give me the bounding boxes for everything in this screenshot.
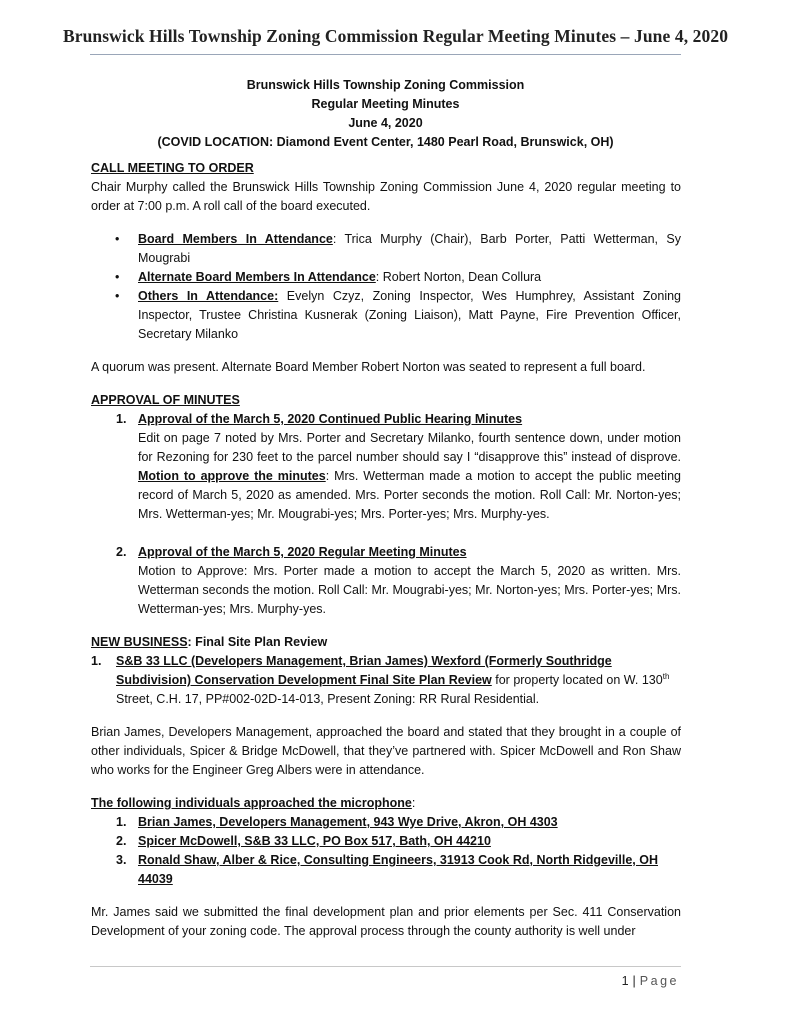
header-divider bbox=[90, 54, 681, 55]
speaker-text: Brian James, Developers Management, 943 Wye Drive, Akron, OH 4303 bbox=[138, 815, 558, 829]
footer-separator: | bbox=[632, 974, 636, 988]
footer-divider bbox=[90, 966, 681, 967]
approval-item-1 bbox=[116, 410, 681, 524]
approval-item-body bbox=[138, 429, 681, 524]
attendance-alternates bbox=[115, 268, 681, 287]
new-business-item-1 bbox=[91, 652, 681, 709]
attendance-text: : Robert Norton, Dean Collura bbox=[375, 270, 542, 284]
title-line-1: Brunswick Hills Township Zoning Commission bbox=[246, 78, 525, 92]
speaker-item bbox=[116, 832, 681, 851]
approval-items bbox=[91, 410, 681, 619]
speaker-item bbox=[116, 851, 681, 889]
bullet-icon: • bbox=[115, 289, 120, 303]
bullet-icon: • bbox=[115, 270, 120, 284]
item-number: 3. bbox=[116, 853, 127, 867]
new-business-item-text-cont: Street, C.H. 17, PP#002-02D-14-013, Present Zoning: RR Rural Residential. bbox=[116, 692, 540, 706]
attendance-label: Board Members In Attendance bbox=[138, 232, 333, 246]
speaker-list bbox=[91, 813, 681, 889]
page-word: Page bbox=[639, 974, 679, 988]
speaker-text: Ronald Shaw, Alber & Rice, Consulting Engineers, 31913 Cook Rd, North Ridgeville, OH 44039 bbox=[138, 853, 658, 886]
new-business-subtitle: : Final Site Plan Review bbox=[187, 635, 328, 649]
item-number: 2. bbox=[116, 834, 127, 848]
ordinal-suffix: th bbox=[662, 671, 670, 681]
approval-of-minutes-heading: APPROVAL OF MINUTES bbox=[91, 393, 240, 407]
title-block bbox=[90, 76, 681, 152]
approval-item-text: Edit on page 7 noted by Mrs. Porter and Secretary Milanko, fourth sentence down, under motion for Rezoning for 230 feet to the parcel number should say I “disapprove this” instead of disprove. bbox=[138, 431, 681, 464]
new-business-item-title: S&B 33 LLC (Developers Management, Brian James) Wexford (Formerly Southridge Subdivision) Conservation Development Final Site Plan Review bbox=[116, 654, 612, 687]
title-line-2: Regular Meeting Minutes bbox=[311, 97, 460, 111]
new-business-label: NEW BUSINESS bbox=[91, 635, 188, 649]
title-line-4: (COVID LOCATION: Diamond Event Center, 1480 Pearl Road, Brunswick, OH) bbox=[157, 135, 614, 149]
attendance-list bbox=[91, 230, 681, 344]
running-header: Brunswick Hills Township Zoning Commission Regular Meeting Minutes – June 4, 2020 bbox=[62, 26, 729, 46]
call-to-order-heading: CALL MEETING TO ORDER bbox=[91, 161, 254, 175]
item-number: 1. bbox=[91, 654, 102, 668]
approval-item-title: Approval of the March 5, 2020 Continued Public Hearing Minutes bbox=[138, 412, 523, 426]
closing-paragraph: Mr. James said we submitted the final development plan and prior elements per Sec. 411 Conservation Development of your zoning code. The approval process through the county authority is well under bbox=[91, 905, 681, 938]
microphone-heading-colon: : bbox=[411, 796, 416, 810]
approval-item-body: Motion to Approve: Mrs. Porter made a motion to accept the March 5, 2020 as written. Mrs. Wetterman seconds the motion. Roll Call: Mr. Mougrabi-yes; Mr. Norton-yes; Mrs. Porter-yes; Mrs. Wetterman-yes; Mrs. Murphy-yes. bbox=[138, 564, 681, 616]
motion-label: Motion to approve the minutes bbox=[138, 469, 326, 483]
title-line-3: June 4, 2020 bbox=[348, 116, 423, 130]
intro-paragraph: Brian James, Developers Management, approached the board and stated that they brought in a couple of other individuals, Spicer & Bridge McDowell, that they’ve partnered with. Spicer McDowell and Ron Shaw who works for the Engineer Greg Albers were in attendance. bbox=[91, 725, 681, 777]
new-business-item-text: for property located on W. 130 bbox=[491, 673, 663, 687]
approval-item-2 bbox=[116, 543, 681, 619]
new-business-items bbox=[91, 652, 681, 709]
attendance-text: Evelyn Czyz, Zoning Inspector, Wes Humphrey, Assistant Zoning Inspector, Trustee Christina Kusnerak (Zoning Liaison), Matt Payne, Fire Prevention Officer, Secretary Milanko bbox=[138, 289, 681, 341]
new-business-heading bbox=[91, 633, 681, 652]
page-number: 1 bbox=[621, 974, 629, 988]
attendance-board-members bbox=[115, 230, 681, 268]
bullet-icon: • bbox=[115, 232, 120, 246]
item-number: 1. bbox=[116, 412, 127, 426]
attendance-label: Alternate Board Members In Attendance bbox=[138, 270, 376, 284]
quorum-text: A quorum was present. Alternate Board Member Robert Norton was seated to represent a full board. bbox=[91, 360, 646, 374]
item-number: 1. bbox=[116, 815, 127, 829]
speaker-item bbox=[116, 813, 681, 832]
call-to-order-text: Chair Murphy called the Brunswick Hills Township Zoning Commission June 4, 2020 regular meeting to order at 7:00 p.m. A roll call of the board executed. bbox=[91, 180, 681, 213]
page-footer bbox=[622, 974, 679, 988]
attendance-label: Others In Attendance: bbox=[138, 289, 279, 303]
approval-item-text-cont: : Mrs. Wetterman made a motion to accept the public meeting record of March 5, 2020 as amended. Mrs. Porter seconds the motion. Roll Call: Mr. Norton-yes; Mrs. Wetterman-yes; Mr. Mougrabi-yes; Mrs. Porter-yes; Mrs. Murphy-yes. bbox=[138, 469, 681, 521]
minutes-body bbox=[91, 159, 681, 941]
item-number: 2. bbox=[116, 545, 127, 559]
speaker-text: Spicer McDowell, S&B 33 LLC, PO Box 517, Bath, OH 44210 bbox=[138, 834, 491, 848]
microphone-heading bbox=[91, 794, 681, 813]
microphone-heading-label: The following individuals approached the microphone bbox=[91, 796, 412, 810]
approval-item-title: Approval of the March 5, 2020 Regular Meeting Minutes bbox=[138, 545, 467, 559]
attendance-text: : Trica Murphy (Chair), Barb Porter, Patti Wetterman, Sy Mougrabi bbox=[138, 232, 681, 265]
attendance-others bbox=[115, 287, 681, 344]
